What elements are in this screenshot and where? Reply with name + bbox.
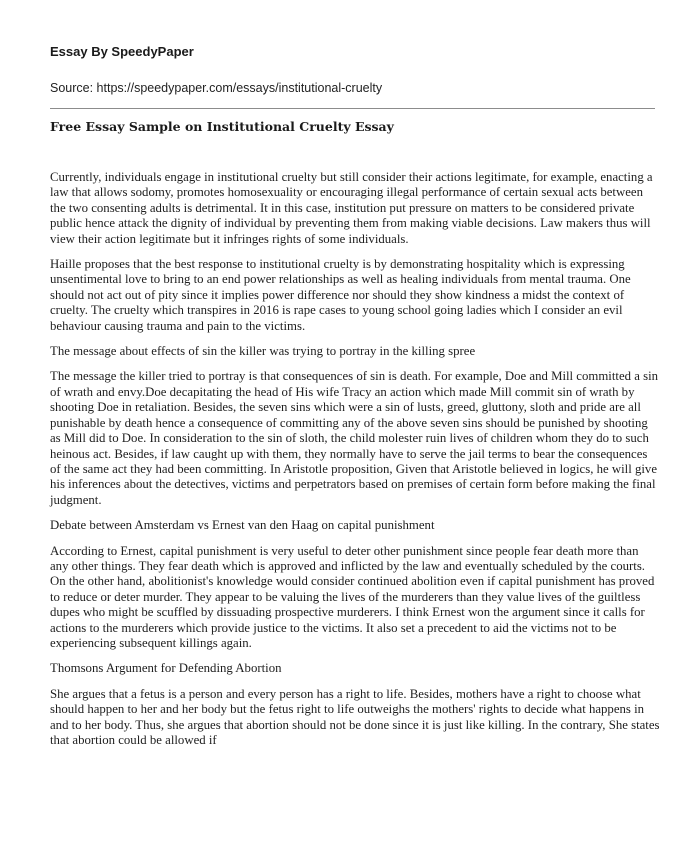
section-heading: Thomsons Argument for Defending Abortion xyxy=(50,661,282,676)
paragraph: Haille proposes that the best response to institutional cruelty is by demonstrating hospitality which is expressing unsentimental love to bring to an end power relationships as well as healing individuals from mental trauma. One should not act out of pity since it implies power difference nor should they show kindness a midst the context of cruelty. The cruelty which transpires in 2016 is rape cases to young school going ladies which I consider an evil behaviour causing trauma and pain to the victims. xyxy=(50,257,631,333)
brand-title: Essay By SpeedyPaper xyxy=(50,44,194,59)
essay-body xyxy=(50,170,660,758)
essay-title: Free Essay Sample on Institutional Cruelty Essay xyxy=(50,119,394,134)
paragraph: She argues that a fetus is a person and every person has a right to life. Besides, mothers have a right to choose what should happen to her and her body but the fetus right to life outweighs the mothers' rights to decide what happens in and to her body. Thus, she argues that abortion should not be done since it is just like killing. In the contrary, She states that abortion could be allowed if xyxy=(50,686,660,747)
document-header xyxy=(50,44,655,96)
header-divider xyxy=(50,108,655,109)
source-line: Source: https://speedypaper.com/essays/institutional-cruelty xyxy=(50,81,383,95)
section-heading: Debate between Amsterdam vs Ernest van den Haag on capital punishment xyxy=(50,518,435,533)
paragraph: The message the killer tried to portray is that consequences of sin is death. For example, Doe and Mill committed a sin of wrath and envy.Doe decapitating the head of His wife Tracy an action which made Mill commit sin of wrath by shooting Doe in retaliation. Besides, the seven sins which were a sin of lusts, greed, gluttony, sloth and pride are all punishable by death hence a consequence of committing any of the above seven sins should be punished by shooting as Mill did to Doe. In consideration to the sin of sloth, the child molester ruin lives of children whom they do to such heinous act. Besides, if law caught up with them, they normally have to serve the jail terms to bear the consequences of the same act they had been committing. In Aristotle proposition, Given that Aristotle believed in logics, he will give his inferences about the detectives, victims and perpetrators based on premises of certain form before making the final judgment. xyxy=(50,369,659,507)
paragraph: According to Ernest, capital punishment is very useful to deter other punishment since people fear death more than any other things. They fear death which is approved and inflicted by the law and eventually scheduled by the courts. On the other hand, abolitionist's knowledge would consider continued abolition even if capital punishment has proved to reduce or deter murder. They appear to be valuing the lives of the murderers than they value lives of the guiltless dupes who might be scuffled by dissuading prospective murderers. I think Ernest won the argument since it calls for actions to the murderers which provide justice to the victims. It also set a precedent to aid the victims not to be experiencing subsequent killings again. xyxy=(50,543,655,650)
paragraph: Currently, individuals engage in institutional cruelty but still consider their actions legitimate, for example, enacting a law that allows sodomy, promotes homosexuality or encouraging illegal performance of certain sexual acts between the two consenting adults is detrimental. It in this case, institution put pressure on matters to be considered private public hence attack the dignity of individual by preventing them from making viable decisions. Law makers thus will view their action legitimate but it infringes rights of some individuals. xyxy=(50,170,653,246)
section-heading: The message about effects of sin the killer was trying to portray in the killing spree xyxy=(50,344,476,359)
